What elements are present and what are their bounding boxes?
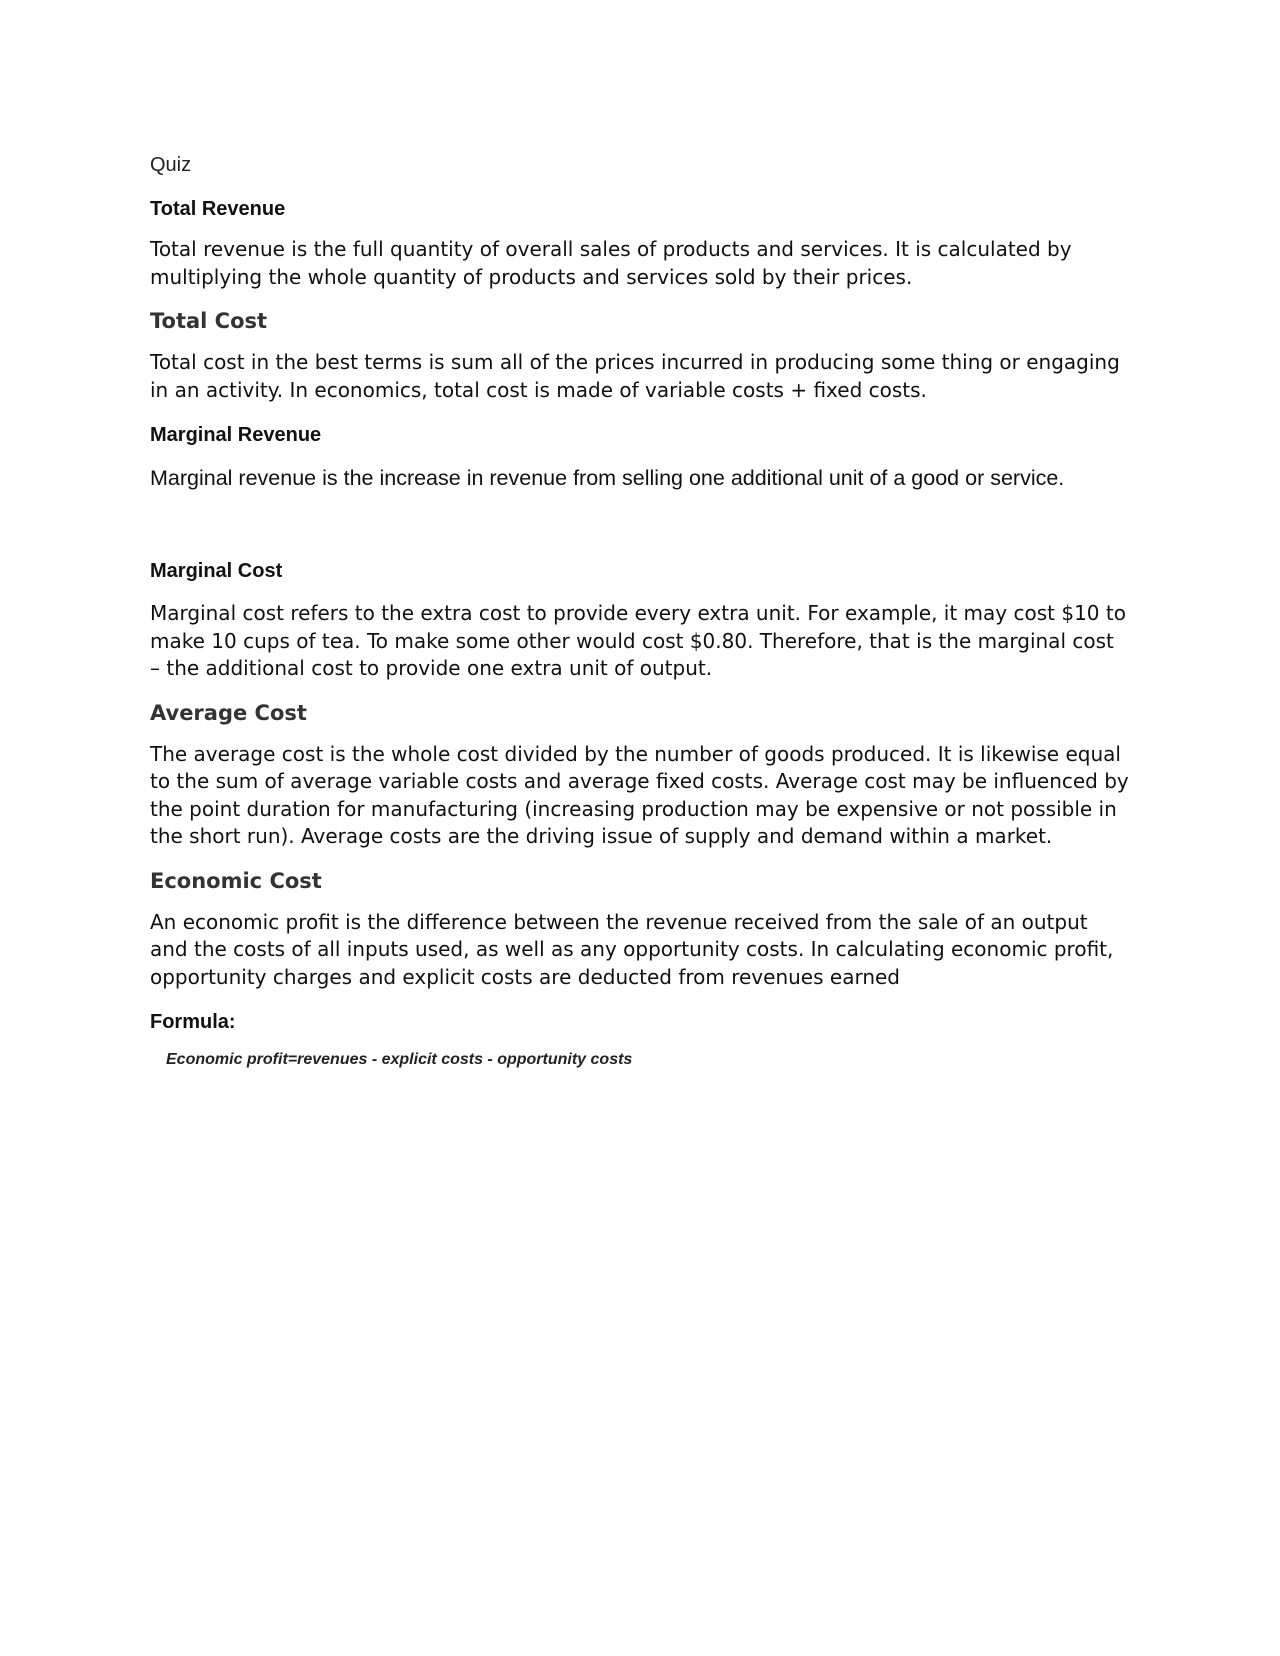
heading-marginal-revenue: Marginal Revenue (150, 424, 322, 446)
formula-label: Formula: (150, 1011, 236, 1033)
heading-total-revenue: Total Revenue (150, 198, 286, 220)
paragraph-marginal-cost: Marginal cost refers to the extra cost to provide every extra unit. For example, it may cost $10 to make 10 cups of tea. To make some other would cost $0.80. Therefore, that is the marginal cost – the additional cost to provide one extra unit of output. (150, 601, 1126, 680)
paragraph-marginal-revenue: Marginal revenue is the increase in revenue from selling one additional unit of a good or service. (150, 466, 1065, 490)
paragraph-economic-cost: An economic profit is the difference between the revenue received from the sale of an output and the costs of all inputs used, as well as any opportunity costs. In calculating economic profit, opportunity charges and explicit costs are deducted from revenues earned (150, 909, 1114, 989)
heading-economic-cost: Economic Cost (150, 868, 322, 893)
heading-average-cost: Average Cost (150, 700, 307, 725)
heading-marginal-cost: Marginal Cost (150, 560, 283, 582)
heading-total-cost: Total Cost (150, 309, 268, 333)
document-page (150, 140, 1130, 1071)
paragraph-total-revenue: Total revenue is the full quantity of overall sales of products and services. It is calculated by multiplying the whole quantity of products and services sold by their prices. (150, 237, 1072, 289)
paragraph-average-cost: The average cost is the whole cost divided by the number of goods produced. It is likewise equal to the sum of average variable costs and average fixed costs. Average cost may be influenced by the point duration for manufacturing (increasing production may be expensive or not possible in the short run). Average costs are the driving issue of supply and demand within a market. (150, 741, 1129, 848)
formula-text: Economic profit=revenues - explicit costs - opportunity costs (166, 1051, 633, 1068)
document-title: Quiz (150, 154, 192, 176)
paragraph-total-cost: Total cost in the best terms is sum all of the prices incurred in producing some thing or engaging in an activity. In economics, total cost is made of variable costs + fixed costs. (150, 350, 1120, 402)
